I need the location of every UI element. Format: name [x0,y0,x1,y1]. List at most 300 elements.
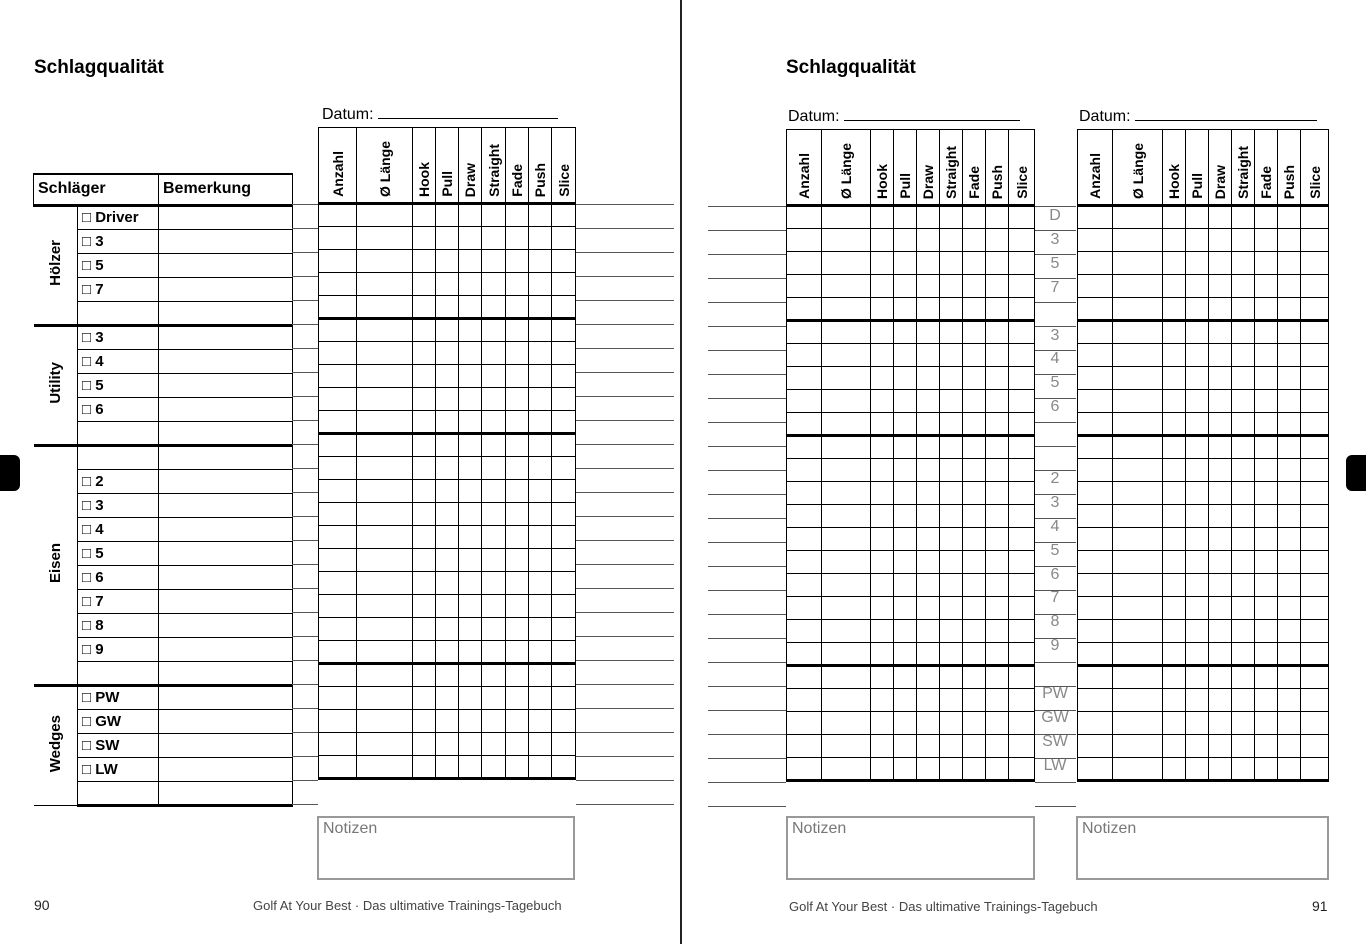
grid-cell[interactable] [1163,643,1186,666]
grid-cell[interactable] [552,342,576,365]
grid-cell[interactable] [963,321,986,344]
grid-cell[interactable] [822,436,871,459]
grid-cell[interactable] [917,482,940,505]
grid-cell[interactable] [1163,252,1186,275]
grid-cell[interactable] [1301,689,1329,712]
grid-cell[interactable] [552,227,576,250]
grid-cell[interactable] [552,664,576,687]
grid-cell[interactable] [459,411,482,434]
grid-cell[interactable] [506,687,529,710]
grid-cell[interactable] [986,735,1009,758]
grid-cell[interactable] [1078,252,1113,275]
grid-cell[interactable] [482,549,506,572]
grid-cell[interactable] [1278,229,1301,252]
grid-cell[interactable] [506,526,529,549]
grid-cell[interactable] [894,735,917,758]
grid-cell[interactable] [319,434,357,457]
grid-cell[interactable] [1009,459,1035,482]
grid-cell[interactable] [436,411,459,434]
club-checkbox-item[interactable]: □ Driver [78,205,159,229]
grid-cell[interactable] [1009,666,1035,689]
club-checkbox-item[interactable]: □ SW [78,733,159,757]
grid-cell[interactable] [940,229,963,252]
grid-cell[interactable] [482,365,506,388]
grid-cell[interactable] [894,482,917,505]
remark-cell[interactable] [159,325,293,349]
grid-cell[interactable] [871,666,894,689]
grid-cell[interactable] [436,687,459,710]
grid-cell[interactable] [986,712,1009,735]
grid-cell[interactable] [436,457,459,480]
grid-cell[interactable] [963,758,986,781]
grid-cell[interactable] [357,572,413,595]
grid-cell[interactable] [482,687,506,710]
club-checkbox-item[interactable] [78,421,159,445]
grid-cell[interactable] [940,505,963,528]
grid-cell[interactable] [1209,206,1232,229]
grid-cell[interactable] [482,710,506,733]
grid-cell[interactable] [1209,482,1232,505]
grid-cell[interactable] [529,342,552,365]
grid-cell[interactable] [319,664,357,687]
grid-cell[interactable] [917,735,940,758]
grid-cell[interactable] [1009,597,1035,620]
grid-cell[interactable] [459,595,482,618]
grid-cell[interactable] [1278,643,1301,666]
grid-cell[interactable] [506,641,529,664]
grid-cell[interactable] [871,321,894,344]
grid-cell[interactable] [459,204,482,227]
grid-cell[interactable] [482,204,506,227]
club-checkbox-item[interactable] [78,301,159,325]
grid-cell[interactable] [1255,528,1278,551]
grid-cell[interactable] [319,733,357,756]
grid-cell[interactable] [1113,344,1163,367]
grid-cell[interactable] [413,411,436,434]
grid-cell[interactable] [357,480,413,503]
grid-cell[interactable] [1078,413,1113,436]
grid-cell[interactable] [1113,735,1163,758]
grid-cell[interactable] [787,689,822,712]
grid-cell[interactable] [1113,252,1163,275]
grid-cell[interactable] [1113,206,1163,229]
grid-cell[interactable] [319,296,357,319]
grid-cell[interactable] [436,250,459,273]
grid-cell[interactable] [986,206,1009,229]
grid-cell[interactable] [436,342,459,365]
grid-cell[interactable] [1209,505,1232,528]
grid-cell[interactable] [917,206,940,229]
grid-cell[interactable] [1113,528,1163,551]
grid-cell[interactable] [506,756,529,779]
grid-cell[interactable] [940,666,963,689]
grid-cell[interactable] [1009,643,1035,666]
grid-cell[interactable] [1186,758,1209,781]
grid-cell[interactable] [1209,643,1232,666]
left-datum-field[interactable] [322,104,558,124]
grid-cell[interactable] [1186,436,1209,459]
grid-cell[interactable] [1232,735,1255,758]
grid-cell[interactable] [963,275,986,298]
grid-cell[interactable] [1301,298,1329,321]
grid-cell[interactable] [1009,344,1035,367]
grid-cell[interactable] [413,572,436,595]
grid-cell[interactable] [787,735,822,758]
grid-cell[interactable] [413,365,436,388]
grid-cell[interactable] [1278,505,1301,528]
grid-cell[interactable] [1009,390,1035,413]
grid-cell[interactable] [1113,689,1163,712]
grid-cell[interactable] [822,367,871,390]
right-score-grid-2[interactable] [1077,129,1329,782]
grid-cell[interactable] [1186,528,1209,551]
grid-cell[interactable] [1301,574,1329,597]
club-checkbox-item[interactable]: □ GW [78,709,159,733]
grid-cell[interactable] [1078,206,1113,229]
grid-cell[interactable] [1113,298,1163,321]
grid-cell[interactable] [319,618,357,641]
grid-cell[interactable] [1232,574,1255,597]
grid-cell[interactable] [871,206,894,229]
grid-cell[interactable] [787,712,822,735]
grid-cell[interactable] [1255,390,1278,413]
grid-cell[interactable] [917,528,940,551]
grid-cell[interactable] [1186,275,1209,298]
grid-cell[interactable] [357,411,413,434]
grid-cell[interactable] [529,480,552,503]
grid-cell[interactable] [1232,482,1255,505]
grid-cell[interactable] [986,528,1009,551]
grid-cell[interactable] [986,459,1009,482]
grid-cell[interactable] [459,710,482,733]
remark-cell[interactable] [159,253,293,277]
grid-cell[interactable] [1301,712,1329,735]
grid-cell[interactable] [1163,620,1186,643]
grid-cell[interactable] [1078,367,1113,390]
grid-cell[interactable] [482,342,506,365]
grid-cell[interactable] [357,342,413,365]
grid-cell[interactable] [1113,436,1163,459]
grid-cell[interactable] [1255,551,1278,574]
grid-cell[interactable] [940,620,963,643]
grid-cell[interactable] [1209,390,1232,413]
grid-cell[interactable] [529,710,552,733]
grid-cell[interactable] [1009,689,1035,712]
grid-cell[interactable] [822,712,871,735]
grid-cell[interactable] [1209,689,1232,712]
grid-cell[interactable] [1078,643,1113,666]
grid-cell[interactable] [917,459,940,482]
grid-cell[interactable] [940,712,963,735]
grid-cell[interactable] [436,756,459,779]
grid-cell[interactable] [1209,712,1232,735]
grid-cell[interactable] [894,758,917,781]
grid-cell[interactable] [1009,413,1035,436]
club-checkbox-item[interactable] [78,781,159,805]
grid-cell[interactable] [894,574,917,597]
grid-cell[interactable] [459,687,482,710]
grid-cell[interactable] [319,204,357,227]
grid-cell[interactable] [1078,574,1113,597]
right-notes-box-2[interactable] [1076,816,1329,880]
grid-cell[interactable] [319,273,357,296]
grid-cell[interactable] [871,735,894,758]
grid-cell[interactable] [1209,344,1232,367]
grid-cell[interactable] [1009,574,1035,597]
grid-cell[interactable] [940,275,963,298]
grid-cell[interactable] [482,411,506,434]
club-checkbox-item[interactable]: □ 5 [78,541,159,565]
grid-cell[interactable] [482,227,506,250]
grid-cell[interactable] [963,597,986,620]
remark-cell[interactable] [159,469,293,493]
grid-cell[interactable] [529,641,552,664]
grid-cell[interactable] [1255,298,1278,321]
grid-cell[interactable] [459,296,482,319]
grid-cell[interactable] [871,643,894,666]
grid-cell[interactable] [940,758,963,781]
grid-cell[interactable] [787,459,822,482]
grid-cell[interactable] [822,597,871,620]
grid-cell[interactable] [552,388,576,411]
grid-cell[interactable] [917,620,940,643]
grid-cell[interactable] [822,666,871,689]
grid-cell[interactable] [1255,275,1278,298]
grid-cell[interactable] [413,687,436,710]
grid-cell[interactable] [871,574,894,597]
grid-cell[interactable] [357,273,413,296]
grid-cell[interactable] [1232,298,1255,321]
grid-cell[interactable] [459,733,482,756]
grid-cell[interactable] [1163,574,1186,597]
grid-cell[interactable] [506,365,529,388]
grid-cell[interactable] [917,643,940,666]
grid-cell[interactable] [357,641,413,664]
grid-cell[interactable] [1209,459,1232,482]
grid-cell[interactable] [1278,528,1301,551]
grid-cell[interactable] [917,436,940,459]
grid-cell[interactable] [1009,229,1035,252]
grid-cell[interactable] [1078,620,1113,643]
grid-cell[interactable] [436,710,459,733]
grid-cell[interactable] [436,227,459,250]
grid-cell[interactable] [482,664,506,687]
grid-cell[interactable] [529,250,552,273]
grid-cell[interactable] [1186,390,1209,413]
grid-cell[interactable] [1078,551,1113,574]
grid-cell[interactable] [357,687,413,710]
grid-cell[interactable] [506,457,529,480]
grid-cell[interactable] [552,549,576,572]
grid-cell[interactable] [482,457,506,480]
grid-cell[interactable] [894,321,917,344]
grid-cell[interactable] [1232,643,1255,666]
grid-cell[interactable] [787,620,822,643]
grid-cell[interactable] [1209,620,1232,643]
grid-cell[interactable] [1209,597,1232,620]
left-notes-box[interactable] [317,816,575,880]
remark-cell[interactable] [159,589,293,613]
grid-cell[interactable] [894,712,917,735]
club-checkbox-item[interactable]: □ 6 [78,565,159,589]
grid-cell[interactable] [894,505,917,528]
grid-cell[interactable] [1255,735,1278,758]
grid-cell[interactable] [1278,758,1301,781]
grid-cell[interactable] [1278,459,1301,482]
grid-cell[interactable] [1209,528,1232,551]
grid-cell[interactable] [506,572,529,595]
grid-cell[interactable] [1301,321,1329,344]
grid-cell[interactable] [459,388,482,411]
grid-cell[interactable] [319,342,357,365]
grid-cell[interactable] [529,296,552,319]
grid-cell[interactable] [1278,344,1301,367]
grid-cell[interactable] [894,413,917,436]
grid-cell[interactable] [436,641,459,664]
grid-cell[interactable] [963,390,986,413]
club-checkbox-item[interactable]: □ PW [78,685,159,709]
grid-cell[interactable] [459,756,482,779]
remark-cell[interactable] [159,757,293,781]
grid-cell[interactable] [506,664,529,687]
grid-cell[interactable] [871,459,894,482]
grid-cell[interactable] [552,687,576,710]
grid-cell[interactable] [552,319,576,342]
grid-cell[interactable] [1186,413,1209,436]
grid-cell[interactable] [413,457,436,480]
grid-cell[interactable] [1232,505,1255,528]
grid-cell[interactable] [1186,505,1209,528]
club-checkbox-item[interactable]: □ 4 [78,349,159,373]
remark-cell[interactable] [159,373,293,397]
grid-cell[interactable] [1113,321,1163,344]
grid-cell[interactable] [1232,275,1255,298]
grid-cell[interactable] [1186,689,1209,712]
grid-cell[interactable] [1009,482,1035,505]
grid-cell[interactable] [459,342,482,365]
grid-cell[interactable] [1113,574,1163,597]
grid-cell[interactable] [894,206,917,229]
grid-cell[interactable] [1078,275,1113,298]
grid-cell[interactable] [1278,390,1301,413]
grid-cell[interactable] [1113,758,1163,781]
grid-cell[interactable] [871,620,894,643]
grid-cell[interactable] [1232,413,1255,436]
grid-cell[interactable] [506,733,529,756]
club-checkbox-item[interactable]: □ 4 [78,517,159,541]
grid-cell[interactable] [1301,252,1329,275]
grid-cell[interactable] [894,298,917,321]
grid-cell[interactable] [529,388,552,411]
grid-cell[interactable] [1009,620,1035,643]
grid-cell[interactable] [871,689,894,712]
club-checkbox-item[interactable]: □ 8 [78,613,159,637]
grid-cell[interactable] [1209,436,1232,459]
grid-cell[interactable] [917,712,940,735]
grid-cell[interactable] [940,298,963,321]
grid-cell[interactable] [1186,643,1209,666]
grid-cell[interactable] [940,344,963,367]
grid-cell[interactable] [436,204,459,227]
grid-cell[interactable] [1301,367,1329,390]
grid-cell[interactable] [552,733,576,756]
grid-cell[interactable] [436,572,459,595]
grid-cell[interactable] [1078,505,1113,528]
grid-cell[interactable] [986,620,1009,643]
remark-cell[interactable] [159,541,293,565]
grid-cell[interactable] [413,388,436,411]
grid-cell[interactable] [940,574,963,597]
grid-cell[interactable] [436,503,459,526]
grid-cell[interactable] [940,436,963,459]
grid-cell[interactable] [319,250,357,273]
grid-cell[interactable] [1186,712,1209,735]
grid-cell[interactable] [529,411,552,434]
grid-cell[interactable] [963,482,986,505]
grid-cell[interactable] [413,296,436,319]
grid-cell[interactable] [1186,298,1209,321]
grid-cell[interactable] [1113,620,1163,643]
grid-cell[interactable] [986,689,1009,712]
grid-cell[interactable] [787,321,822,344]
grid-cell[interactable] [1301,344,1329,367]
grid-cell[interactable] [1255,712,1278,735]
grid-cell[interactable] [1163,298,1186,321]
grid-cell[interactable] [529,595,552,618]
grid-cell[interactable] [357,227,413,250]
grid-cell[interactable] [1232,689,1255,712]
grid-cell[interactable] [822,252,871,275]
grid-cell[interactable] [1232,459,1255,482]
grid-cell[interactable] [963,229,986,252]
grid-cell[interactable] [1163,528,1186,551]
grid-cell[interactable] [940,321,963,344]
grid-cell[interactable] [1255,436,1278,459]
grid-cell[interactable] [1301,666,1329,689]
grid-cell[interactable] [1232,321,1255,344]
grid-cell[interactable] [894,252,917,275]
grid-cell[interactable] [1113,712,1163,735]
grid-cell[interactable] [894,229,917,252]
remark-cell[interactable] [159,349,293,373]
grid-cell[interactable] [319,388,357,411]
grid-cell[interactable] [1113,505,1163,528]
grid-cell[interactable] [1186,459,1209,482]
grid-cell[interactable] [357,365,413,388]
grid-cell[interactable] [436,733,459,756]
grid-cell[interactable] [552,250,576,273]
grid-cell[interactable] [319,687,357,710]
grid-cell[interactable] [357,710,413,733]
grid-cell[interactable] [482,434,506,457]
grid-cell[interactable] [1078,390,1113,413]
grid-cell[interactable] [1113,643,1163,666]
club-checkbox-item[interactable]: □ 3 [78,229,159,253]
grid-cell[interactable] [787,413,822,436]
grid-cell[interactable] [787,436,822,459]
grid-cell[interactable] [1186,666,1209,689]
grid-cell[interactable] [413,549,436,572]
grid-cell[interactable] [822,689,871,712]
grid-cell[interactable] [894,666,917,689]
grid-cell[interactable] [1078,298,1113,321]
grid-cell[interactable] [1278,206,1301,229]
grid-cell[interactable] [529,434,552,457]
grid-cell[interactable] [1232,666,1255,689]
grid-cell[interactable] [1301,436,1329,459]
grid-cell[interactable] [1232,367,1255,390]
club-checkbox-item[interactable]: □ 2 [78,469,159,493]
